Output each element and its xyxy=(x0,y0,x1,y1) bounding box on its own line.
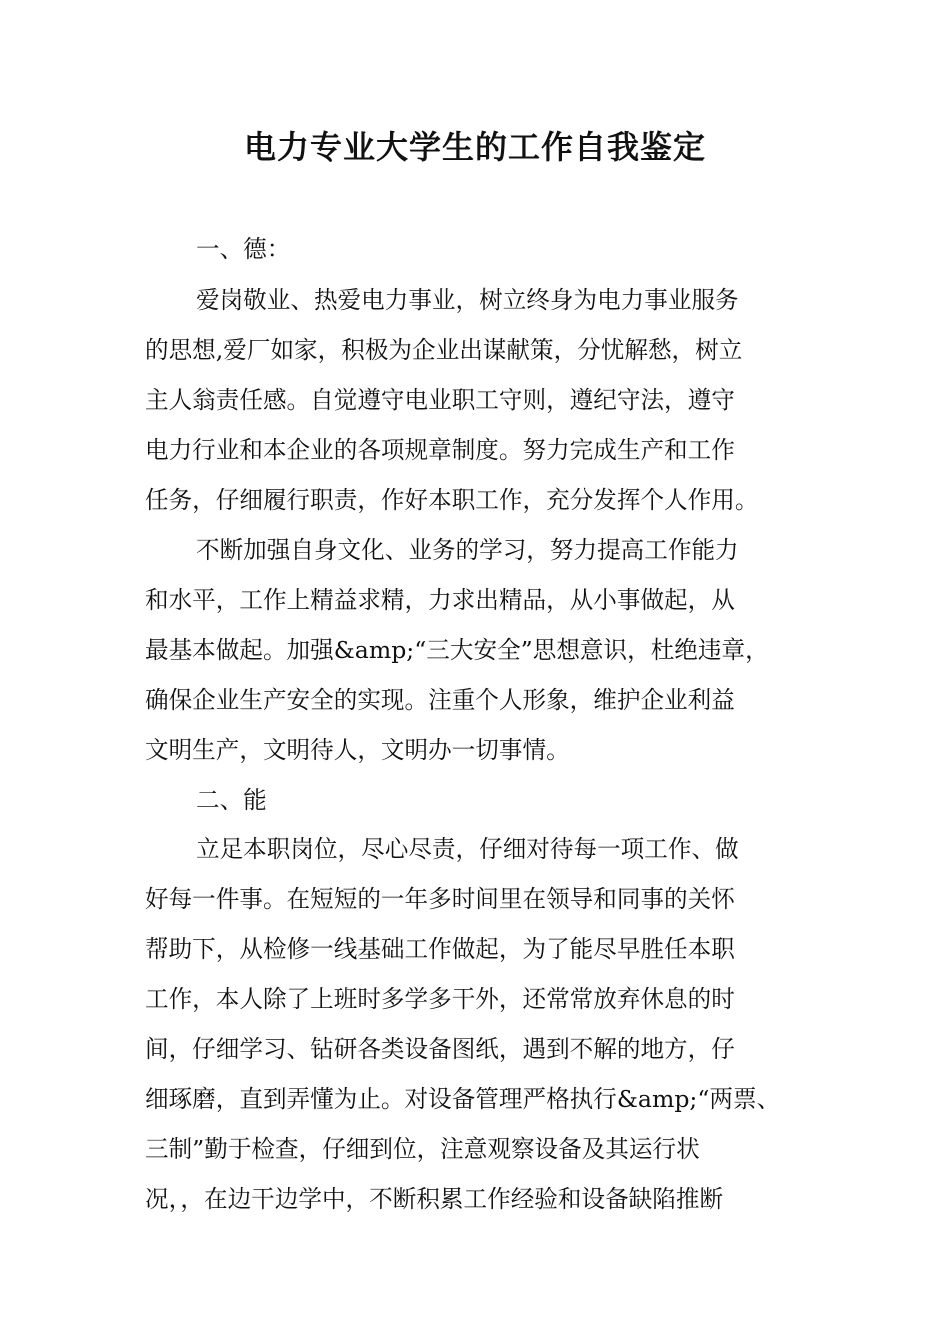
paragraph-line: 三制”勤于检查，仔细到位，注意观察设备及其运行状 xyxy=(145,1135,700,1163)
paragraph-line: 的思想,爱厂如家，积极为企业出谋献策，分忧解愁，树立 xyxy=(145,336,743,364)
paragraph-line: 文明生产，文明待人，文明办一切事情。 xyxy=(145,736,570,764)
paragraph-line: 确保企业生产安全的实现。注重个人形象，维护企业利益 xyxy=(145,686,735,714)
section-heading-neng: 二、能 xyxy=(196,786,267,814)
paragraph-line: 和水平，工作上精益求精，力求出精品，从小事做起，从 xyxy=(145,586,735,614)
paragraph-line: 最基本做起。加强&amp;“三大安全”思想意识，杜绝违章， xyxy=(145,636,769,664)
paragraph-line: 间，仔细学习、钻研各类设备图纸，遇到不解的地方，仔 xyxy=(145,1035,735,1063)
paragraph-line: 爱岗敬业、热爱电力事业，树立终身为电力事业服务 xyxy=(196,286,739,314)
paragraph-line: 不断加强自身文化、业务的学习，努力提高工作能力 xyxy=(196,536,739,564)
document-title: 电力专业大学生的工作自我鉴定 xyxy=(243,128,706,166)
paragraph-line: 立足本职岗位，尽心尽责，仔细对待每一项工作、做 xyxy=(196,835,739,863)
paragraph-line: 帮助下，从检修一线基础工作做起，为了能尽早胜任本职 xyxy=(145,935,735,963)
paragraph-line: 况，，在边干边学中，不断积累工作经验和设备缺陷推断 xyxy=(145,1185,724,1213)
paragraph-line: 工作，本人除了上班时多学多干外，还常常放弃休息的时 xyxy=(145,985,735,1013)
paragraph-line: 任务，仔细履行职责，作好本职工作，充分发挥个人作用。 xyxy=(145,486,759,514)
paragraph-line: 好每一件事。在短短的一年多时间里在领导和同事的关怀 xyxy=(145,885,735,913)
paragraph-line: 细琢磨，直到弄懂为止。对设备管理严格执行&amp;“两票、 xyxy=(145,1085,781,1113)
section-heading-de: 一、德： xyxy=(196,235,291,263)
paragraph-line: 电力行业和本企业的各项规章制度。努力完成生产和工作 xyxy=(145,436,735,464)
paragraph-line: 主人翁责任感。自觉遵守电业职工守则，遵纪守法，遵守 xyxy=(145,386,735,414)
